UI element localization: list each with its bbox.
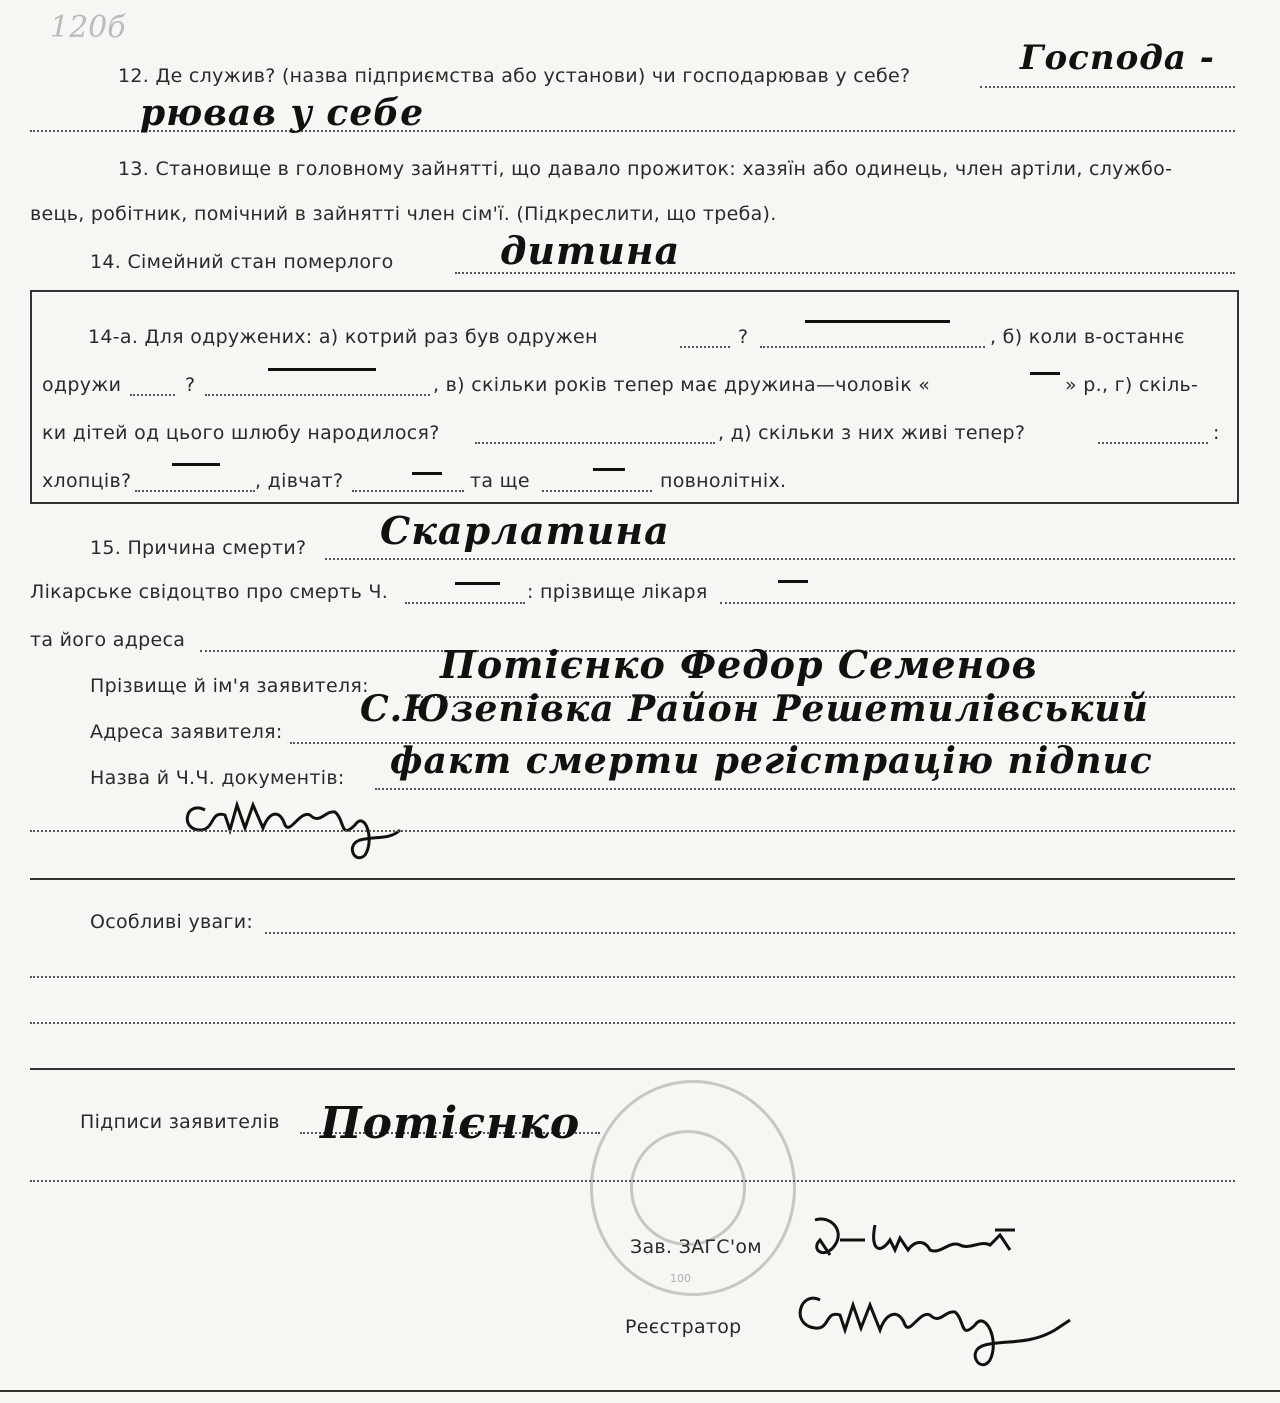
signature-line-2 — [30, 1180, 1235, 1182]
documents-value: факт смерти регістрацію підпис — [390, 740, 1153, 782]
section-divider-2 — [30, 1068, 1235, 1070]
zags-head-signature — [800, 1210, 1030, 1270]
notes-line-1 — [265, 932, 1235, 934]
q12-label: 12. Де служив? (назва підприємства або установи) чи господарював у себе? — [118, 65, 911, 87]
q14a-fill-4a — [135, 490, 255, 492]
q14a-fill-4c — [542, 490, 652, 492]
q14a-line-3c: : — [1213, 422, 1220, 444]
notes-line-3 — [30, 1022, 1235, 1024]
q14a-fill-4b — [352, 490, 464, 492]
q15-answer: Скарлатина — [380, 508, 670, 553]
documents-label: Назва й Ч.Ч. документів: — [90, 767, 345, 789]
applicant-name-value: Потієнко Федор Семенов — [440, 642, 1038, 687]
q14a-line-4d: повнолітніх. — [660, 470, 787, 492]
q12-fill-line — [980, 86, 1235, 88]
doctor-address-label: та його адреса — [30, 629, 186, 651]
q13-line-1: 13. Становище в головному зайнятті, що давало прожиток: хазяїн або одинець, член артіли, службо- — [118, 158, 1173, 180]
q14a-line-3a: ки дітей од цього шлюбу народилося? — [42, 422, 440, 444]
q14a-dash-6 — [593, 468, 625, 471]
married-section-box — [30, 290, 1239, 504]
q14a-fill-3b — [1098, 442, 1208, 444]
applicant-name-label: Прізвище й ім'я заявителя: — [90, 675, 369, 697]
q15-fill-line — [325, 558, 1235, 560]
q14a-line-1c: , б) коли в-останнє — [990, 326, 1185, 348]
q13-line-2: вець, робітник, помічний в зайнятті член сім'ї. (Підкреслити, що треба). — [30, 203, 777, 225]
q14a-fill-1b — [760, 346, 985, 348]
q14a-line-2b: ? — [185, 374, 196, 396]
q14a-dash-1 — [805, 320, 950, 323]
doctor-name-label: : прізвище лікаря — [527, 581, 708, 603]
notes-line-2 — [30, 976, 1235, 978]
stamp-number: 100 — [670, 1272, 691, 1285]
q14a-fill-3a — [475, 442, 715, 444]
q14a-line-2c: , в) скільки років тепер має дружина—чоловік « — [433, 374, 931, 396]
q14-answer: дитина — [500, 228, 681, 273]
q14a-line-2a: одружи — [42, 374, 122, 396]
med-cert-dash — [455, 582, 500, 585]
med-cert-label: Лікарське свідоцтво про смерть Ч. — [30, 581, 389, 603]
page-bottom-rule — [0, 1390, 1280, 1392]
applicant-address-value: С.Юзепівка Район Решетилівський — [360, 688, 1149, 730]
q14-label: 14. Сімейний стан померлого — [90, 251, 394, 273]
registrar-signature-1 — [175, 770, 415, 870]
notes-label: Особливі уваги: — [90, 911, 254, 933]
med-cert-number-line — [405, 602, 525, 604]
q14a-line-4a: хлопців? — [42, 470, 132, 492]
q14a-line-1a: 14-а. Для одружених: а) котрий раз був одружен — [88, 326, 598, 348]
q14a-line-4b: , дівчат? — [255, 470, 344, 492]
doctor-dash — [778, 580, 808, 583]
registrar-signature-2 — [785, 1270, 1085, 1380]
q14a-dash-2 — [268, 368, 376, 371]
applicant-signature: Потієнко — [320, 1098, 581, 1149]
section-divider-1 — [30, 878, 1235, 880]
q14a-dash-4 — [172, 463, 220, 466]
zags-head-label: Зав. ЗАГС'ом — [630, 1236, 762, 1258]
q14a-fill-2a — [130, 394, 175, 396]
q14a-line-1b: ? — [738, 326, 749, 348]
q14a-fill-2b — [205, 394, 430, 396]
q15-label: 15. Причина смерти? — [90, 537, 307, 559]
q12-answer-1: Господа - — [1020, 38, 1215, 78]
q14a-dash-3 — [1030, 372, 1060, 375]
q14a-line-3b: , д) скільки з них живі тепер? — [718, 422, 1026, 444]
official-stamp-center — [630, 1130, 746, 1246]
registrar-label: Реєстратор — [625, 1316, 742, 1338]
margin-note: 120б — [50, 10, 126, 45]
q14a-dash-5 — [412, 472, 442, 475]
documents-line-2 — [30, 830, 1235, 832]
documents-line — [375, 788, 1235, 790]
q12-answer-2: рював у себе — [140, 92, 425, 134]
q14a-line-4c: та ще — [470, 470, 530, 492]
q14a-line-2d: » р., г) скіль- — [1065, 374, 1199, 396]
applicant-signature-label: Підписи заявителів — [80, 1111, 280, 1133]
q14a-fill-1a — [680, 346, 730, 348]
doctor-name-line — [720, 602, 1235, 604]
applicant-address-label: Адреса заявителя: — [90, 721, 283, 743]
